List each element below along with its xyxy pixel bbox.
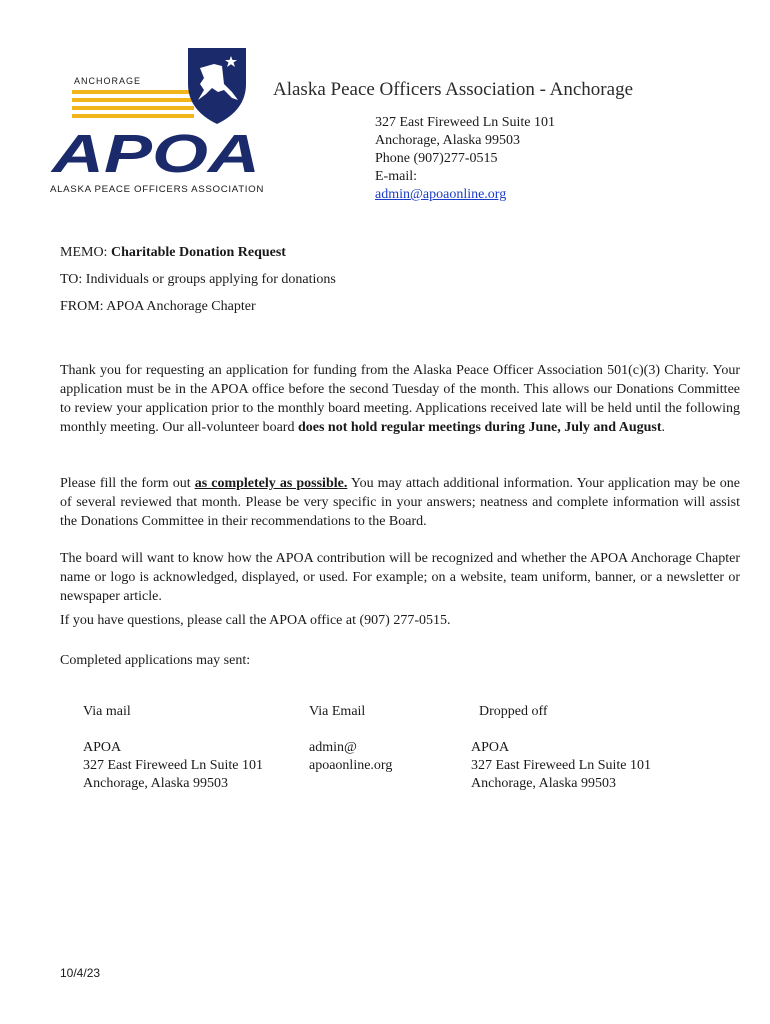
address-line: 327 East Fireweed Ln Suite 101 (83, 758, 264, 773)
logo-top-text: ANCHORAGE (74, 76, 142, 86)
option-dropoff-address (471, 739, 651, 793)
option-email-heading: Via Email (309, 704, 366, 719)
phone-line: Phone (907)277-0515 (375, 151, 498, 166)
option-mail-address (83, 739, 263, 793)
paragraph-recognition: The board will want to know how the APOA contribution will be recognized and whether the APOA Anchorage Chapter name or logo is acknowledged, displayed, or used. For example; on a website, team uniform, banner, or a newsletter or newspaper article. (60, 551, 740, 604)
apoa-logo (48, 44, 268, 196)
email-link[interactable]: admin@apoaonline.org (375, 187, 507, 202)
logo-bottom-text: ALASKA PEACE OFFICERS ASSOCIATION (50, 184, 264, 194)
email-line: apoaonline.org (309, 758, 393, 773)
address-line: Anchorage, Alaska 99503 (471, 776, 617, 791)
address-line: 327 East Fireweed Ln Suite 101 (471, 758, 652, 773)
option-dropoff-heading: Dropped off (479, 704, 548, 719)
paragraph-underlined-text: as completely as possible. (194, 476, 348, 491)
address-line: APOA (83, 740, 122, 755)
option-email-address (309, 739, 392, 775)
paragraph-text: You may attach additional information. Your application may be one of several reviewed that month. Please be very specific in your answers; neatness and complete information will assist the Donations Committee in their recommendations to the Board. (60, 476, 740, 529)
paragraph-text: . (661, 420, 666, 435)
paragraph-instructions (60, 474, 740, 531)
apoa-logo-graphic (48, 44, 268, 196)
email-line: admin@ (309, 740, 357, 755)
address-block (375, 114, 555, 204)
address-line: 327 East Fireweed Ln Suite 101 (375, 115, 556, 130)
paragraph-intro (60, 361, 740, 437)
memo-label: MEMO: (60, 245, 111, 260)
address-line: APOA (471, 740, 510, 755)
paragraph-bold-text: does not hold regular meetings during June, July and August (297, 420, 662, 435)
address-line: Anchorage, Alaska 99503 (83, 776, 229, 791)
logo-big-text: APOA (49, 124, 260, 184)
paragraph-submission: Completed applications may sent: (60, 653, 251, 668)
address-line: Anchorage, Alaska 99503 (375, 133, 521, 148)
paragraph-text: Please fill the form out (60, 476, 195, 491)
document-date: 10/4/23 (60, 966, 101, 980)
paragraph-questions: If you have questions, please call the APOA office at (907) 277-0515. (60, 613, 451, 628)
paragraph-text: Thank you for requesting an application for funding from the Alaska Peace Officer Association 501(c)(3) Charity. Your application must be in the APOA office before the second Tuesday of the month. This allows our Donations Committee to review your application prior to the monthly board meeting. Applications received late will be held until the following monthly meeting. Our all-volunteer board (60, 363, 740, 435)
memo-from: FROM: APOA Anchorage Chapter (60, 299, 256, 314)
memo-to: TO: Individuals or groups applying for donations (60, 272, 336, 287)
email-label: E-mail: (375, 169, 417, 184)
memo-line (60, 245, 286, 261)
organization-name: Alaska Peace Officers Association - Anchorage (273, 79, 633, 100)
option-mail-heading: Via mail (83, 704, 131, 719)
memo-subject: Charitable Donation Request (110, 245, 286, 260)
